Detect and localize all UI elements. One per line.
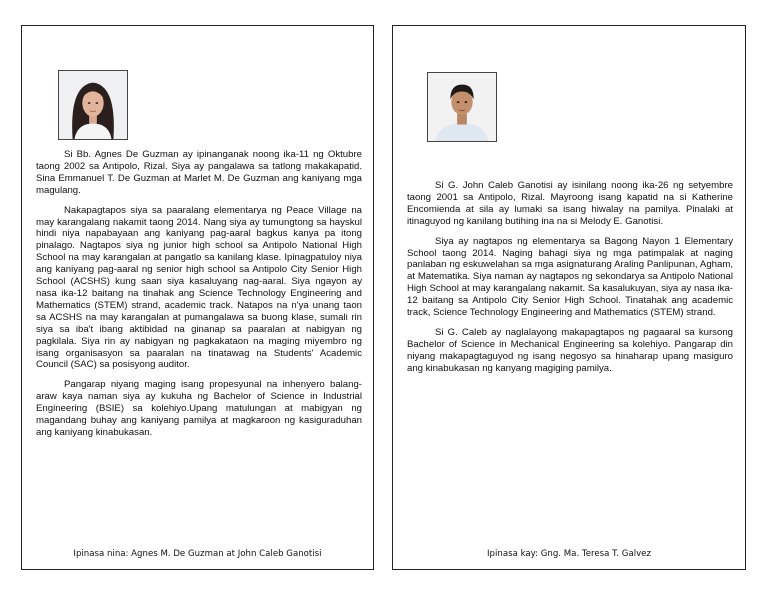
bio-paragraph: Siya ay nagtapos ng elementarya sa Bagong Nayon 1 Elementary School taong 2014. Naging bahagi siya ng mga patimpalak at naging panlaban ng eskuwelahan sa mga asignaturang Araling Panlipunan, Agham, at Matematika. Siya naman ay nagtapos ng sekondarya sa Antipolo National High School at may karangalang nakamit. Sa kasalukuyan, siya ay nasa ika-12 baitang sa Antipolo City Senior High School. Tinatahak ang academic track, Science Technology Engineering and Mathematics (STEM) strand. bbox=[407, 235, 733, 319]
bio-paragraph: Si Bb. Agnes De Guzman ay ipinanganak noong ika-11 ng Oktubre taong 2002 sa Antipolo, Rizal. Siya ay pangalawa sa tatlong makakapatid. Sina Emmanuel T. De Guzman at Marlet M. De Guzman ang kaniyang mga magulang. bbox=[36, 149, 362, 196]
document-page-left bbox=[21, 25, 374, 570]
bio-paragraph: Si G. John Caleb Ganotisi ay isinilang noong ika-26 ng setyembre taong 2001 sa Antipolo, Rizal. Mayroong isang kapatid na si Katherine Encomienda at sila ay lumaki sa isang hiwalay na pamilya. Pinalaki at itinaguyod ng kanilang butihing ina na si Melody E. Ganotisi. bbox=[407, 180, 733, 227]
document-page-right bbox=[392, 25, 746, 570]
biography-agnes bbox=[36, 149, 362, 439]
bio-paragraph: Pangarap niyang maging isang propesyunal na inhenyero balang-araw kaya naman siya ay kukuha ng Bachelor of Science in Industrial Engineering (BSIE) sa kolehiyo.Upang matulungan at mabigyan ng magandang buhay ang kaniyang pamilya at magkaroon ng kasiguraduhan ang kaniyang kinabukasan. bbox=[36, 379, 362, 438]
bio-paragraph: Nakapagtapos siya sa paaralang elementarya ng Peace Village na may karangalang nakamit taong 2014. Nang siya ay tumungtong sa hayskul hindi niya napabayaan ang kaniyang pag-aaral bagkus kanya pa itong pinalago. Nagtapos siya ng junior high school sa Antipolo National High School na may karangalan at pangatlo sa kanilang klase. Ipinagpatuloy niya ang kaniyang pag-aaral ng senior high school sa Antipolo City Senior High School (ACSHS) kung saan siya kasaluyang nag-aaral. Siya ngayon ay nasa ika-12 baitang na tinahak ang Science Technology Engineering and Mathematics (STEM) strand, academic track. Natapos na n'ya unang taon sa ACSHS na may karangalan at pumangalawa sa buong klase, sumali rin siya sa iba't ibang aktibidad na ginanap sa paaralan at nabigyan ng pagkilala. Siya rin ay nabigyan ng pagkakataon na maging miyembro ng isang organisasyon sa paaralan na tinatawag na Students' Academic Council (SAC) sa posisyong auditor. bbox=[36, 204, 362, 371]
portrait-photo-agnes bbox=[58, 70, 128, 140]
footer-submitted-by: Ipinasa nina: Agnes M. De Guzman at John Caleb Ganotisi bbox=[73, 549, 322, 559]
portrait-photo-john-caleb bbox=[427, 72, 497, 142]
bio-paragraph: Si G. Caleb ay naglalayong makapagtapos ng pagaaral sa kursong Bachelor of Science in Mechanical Engineering sa kolehiyo. Pangarap din niyang makapagtaguyod ng isang negosyo sa hinaharap upang masiguro ang kinabukasan ng kanyang magiging pamilya. bbox=[407, 326, 733, 374]
footer-submitted-to: Ipinasa kay: Gng. Ma. Teresa T. Galvez bbox=[487, 549, 651, 559]
biography-john-caleb bbox=[407, 180, 733, 375]
